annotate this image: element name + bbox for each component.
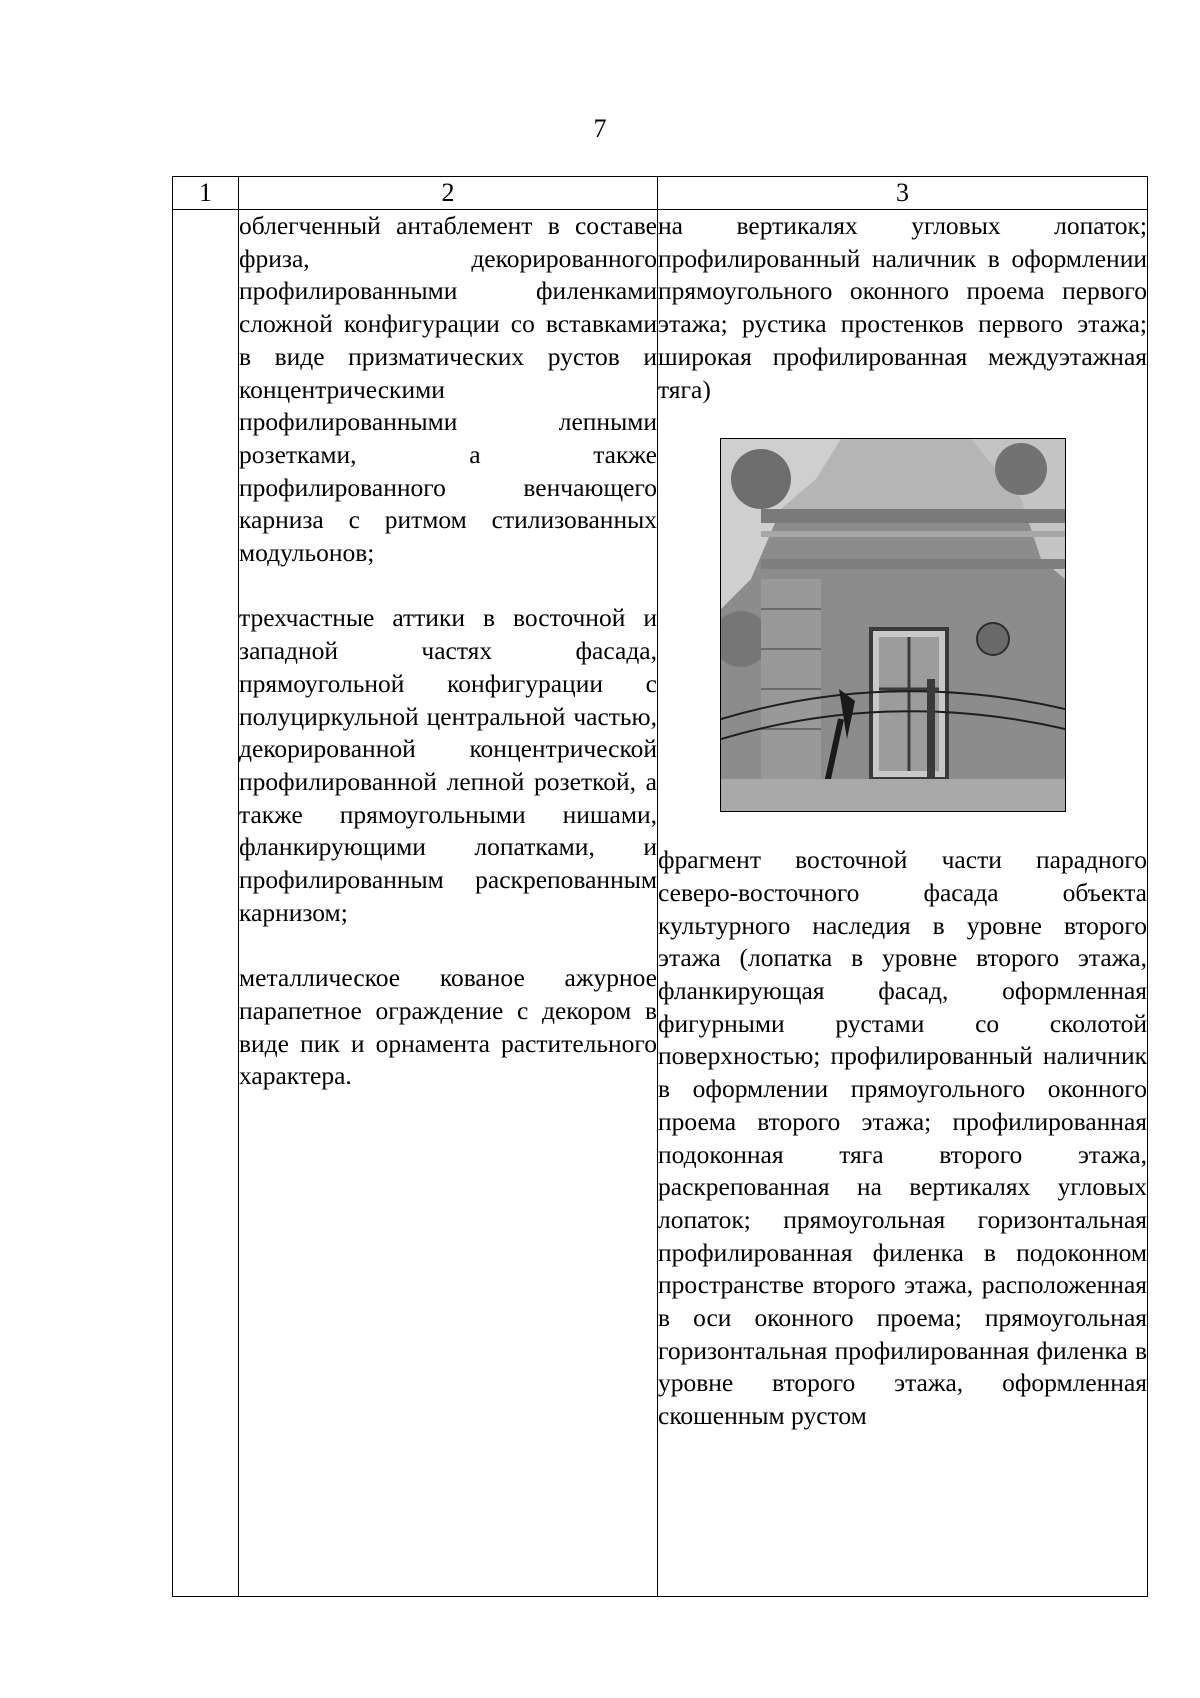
header-cell-2: 2 xyxy=(239,177,658,210)
table-row xyxy=(173,210,1148,1597)
number-cell xyxy=(173,210,239,1597)
header-cell-1: 1 xyxy=(173,177,239,210)
entablature-paragraph: облегченный антаблемент в составе фриза, декорированного профилированными филенками сложной конфигурации со вставками в виде призматических рустов и концентрическими профилированными лепными розетками, а также профилированного венчающего карниза с ритмом стилизованных модульонов; xyxy=(239,211,657,568)
attics-paragraph: трехчастные аттики в восточной и западной частях фасада, прямоугольной конфигурации с полуциркульной центральной частью, декорированной концентрической профилированной лепной розеткой, а также прямоугольными нишами, фланкирующими лопатками, и профилированным раскрепованным карнизом; xyxy=(239,603,657,927)
description-table xyxy=(172,176,1148,1597)
illustration-cell xyxy=(658,210,1148,1597)
table-header-row xyxy=(173,177,1148,210)
header-cell-3: 3 xyxy=(658,177,1148,210)
photo-slot xyxy=(658,438,1147,716)
caption-continuation: на вертикалях угловых лопаток; профилированный наличник в оформлении прямоугольного оконного проема первого этажа; рустика простенков первого этажа; широкая профилированная междуэтажная тяга) xyxy=(658,211,1147,404)
caption-paragraph: фрагмент восточной части парадного северо-восточного фасада объекта культурного наследия в уровне второго этажа (лопатка в уровне второго этажа, фланкирующая фасад, оформленная фигурными рустами со сколотой поверхностью; профилированный наличник в оформлении прямоугольного оконного проема второго этажа; профилированная подоконная тяга второго этажа, раскрепованная на вертикалях угловых лопаток; прямоугольная горизонтальная профилированная филенка в подоконном пространстве второго этажа, расположенная в оси оконного проема; прямоугольная горизонтальная профилированная филенка в уровне второго этажа, оформленная скошенным рустом xyxy=(658,845,1147,1431)
elements-cell xyxy=(239,210,658,1597)
parapet-paragraph: металлическое кованое ажурное парапетное ограждение с декором в виде пик и орнамента растительного характера. xyxy=(239,963,657,1091)
facade-photo-icon xyxy=(721,439,1065,811)
page-number: 7 xyxy=(593,114,607,143)
facade-photo xyxy=(720,438,1066,812)
